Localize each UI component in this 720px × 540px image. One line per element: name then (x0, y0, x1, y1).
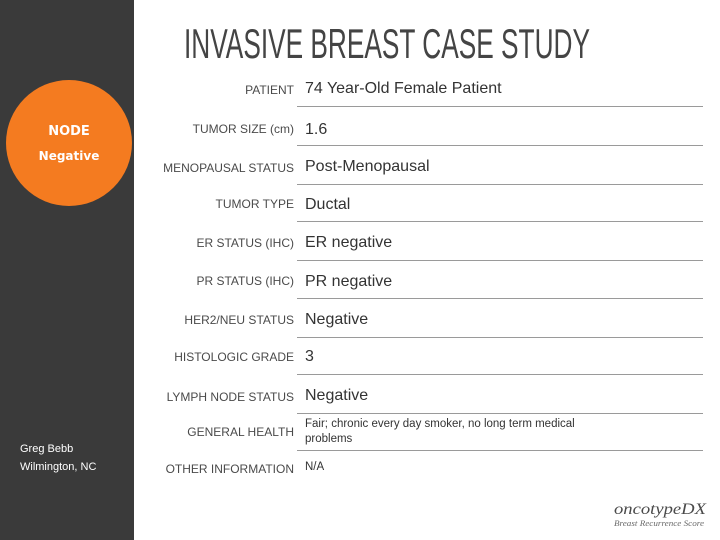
divider (297, 374, 703, 375)
presenter-name: Greg Bebb (20, 443, 74, 455)
node-status: Negative (38, 149, 100, 163)
value-er-status: ER negative (305, 234, 393, 251)
label-menopausal-status: MENOPAUSAL STATUS (163, 161, 294, 175)
label-other-information: OTHER INFORMATION (165, 462, 294, 476)
oncotype-dx-logo (612, 496, 708, 530)
label-tumor-size: TUMOR SIZE (cm) (192, 122, 294, 136)
label-pr-status: PR STATUS (IHC) (196, 274, 294, 288)
value-menopausal-status: Post-Menopausal (305, 158, 430, 175)
divider (297, 450, 703, 451)
label-patient: PATIENT (245, 83, 294, 97)
label-lymph-node-status: LYMPH NODE STATUS (166, 390, 294, 404)
value-tumor-type: Ductal (305, 196, 351, 213)
divider (297, 260, 703, 261)
page-title-text: INVASIVE BREAST CASE STUDY (184, 20, 590, 66)
logo-tagline: Breast Recurrence Score (614, 518, 705, 528)
value-lymph-node-status: Negative (305, 387, 369, 404)
label-histologic-grade: HISTOLOGIC GRADE (174, 350, 294, 364)
node-status-badge (6, 80, 132, 206)
divider (297, 106, 703, 107)
divider (297, 337, 703, 338)
label-tumor-type: TUMOR TYPE (215, 197, 294, 211)
node-label: NODE (48, 124, 90, 139)
value-tumor-size: 1.6 (305, 121, 328, 138)
sidebar (0, 0, 134, 540)
presenter-info (20, 440, 96, 476)
value-pr-status: PR negative (305, 273, 393, 290)
divider (297, 145, 703, 146)
divider (297, 184, 703, 185)
divider (297, 221, 703, 222)
presenter-location: Wilmington, NC (20, 461, 97, 473)
value-other-information: N/A (305, 461, 325, 473)
value-her2-status: Negative (305, 311, 369, 328)
value-patient: 74 Year-Old Female Patient (305, 80, 502, 97)
value-general-health: Fair; chronic every day smoker, no long term medical problems (305, 418, 575, 445)
label-general-health: GENERAL HEALTH (187, 425, 294, 439)
label-er-status: ER STATUS (IHC) (196, 236, 294, 250)
label-her2-status: HER2/NEU STATUS (184, 313, 294, 327)
page-title (184, 18, 604, 66)
value-histologic-grade: 3 (305, 348, 314, 365)
logo-brand: oncotypeDX (614, 501, 708, 518)
divider (297, 413, 703, 414)
divider (297, 298, 703, 299)
